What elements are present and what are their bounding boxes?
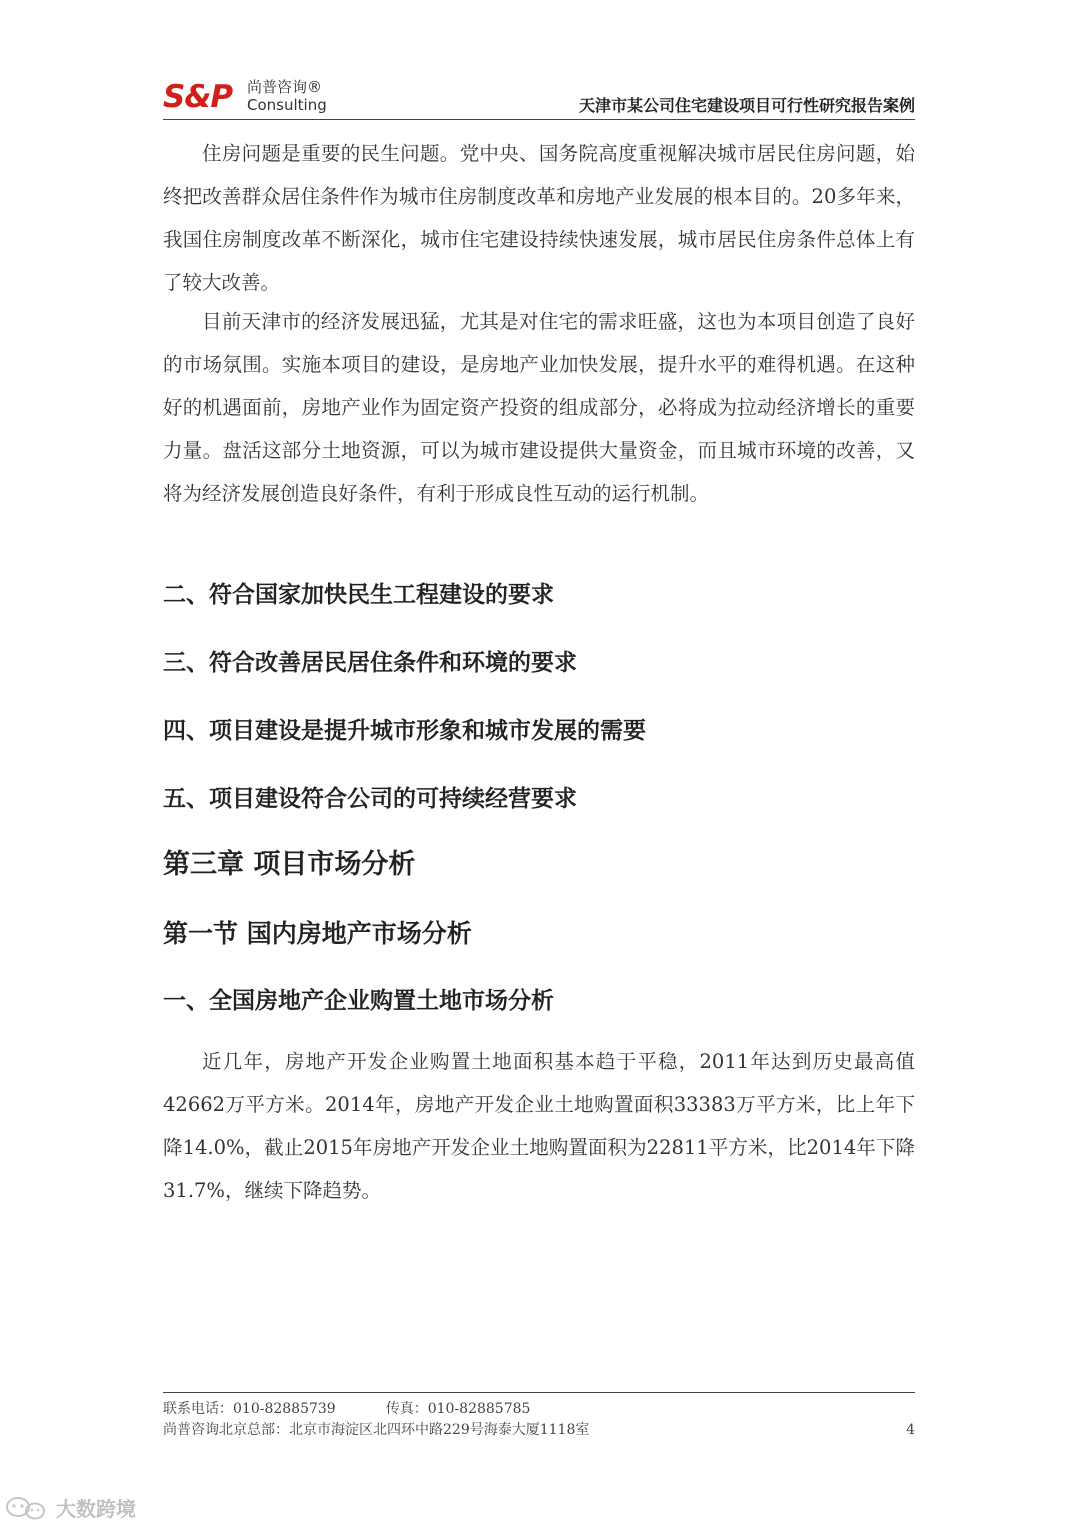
paragraph-land-purchase: 近几年，房地产开发企业购置土地面积基本趋于平稳，2011年达到历史最高值42662万平方米。2014年，房地产开发企业土地购置面积33383万平方米，比上年下降14.0%，截止2015年房地产开发企业土地购置面积为22811平方米，比2014年下降31.7%，继续下降趋势。 (163, 1050, 915, 1202)
subsection-title: 一、全国房地产企业购置土地市场分析 (163, 988, 554, 1014)
sp-consulting-logo (163, 74, 333, 118)
footer-divider (163, 1392, 915, 1393)
document-title: 天津市某公司住宅建设项目可行性研究报告案例 (578, 96, 915, 115)
logo-mark: S&P (163, 79, 233, 115)
chapter-title: 第三章 项目市场分析 (163, 849, 416, 880)
section-title: 第一节 国内房地产市场分析 (163, 919, 472, 948)
footer-phone: 联系电话：010-82885739 (163, 1401, 336, 1417)
footer-contact (163, 1400, 915, 1418)
paragraph-housing-policy: 住房问题是重要的民生问题。党中央、国务院高度重视解决城市居民住房问题，始终把改善群众居住条件作为城市住房制度改革和房地产业发展的根本目的。20多年来，我国住房制度改革不断深化，城市住宅建设持续快速发展，城市居民住房条件总体上有了较大改善。 (163, 142, 915, 294)
logo-chinese-name: 尚普咨询® (247, 78, 323, 96)
heading-section-2: 二、符合国家加快民生工程建设的要求 (163, 582, 554, 608)
heading-section-4: 四、项目建设是提升城市形象和城市发展的需要 (163, 718, 646, 744)
heading-section-5: 五、项目建设符合公司的可持续经营要求 (163, 786, 577, 812)
header-divider (163, 119, 915, 120)
footer-address: 尚普咨询北京总部：北京市海淀区北四环中路229号海泰大厦1118室 (163, 1422, 590, 1438)
page-header (163, 68, 915, 118)
heading-section-3: 三、符合改善居民居住条件和环境的要求 (163, 650, 577, 676)
logo-english-name: Consulting (247, 96, 327, 114)
paragraph-tianjin-market: 目前天津市的经济发展迅猛，尤其是对住宅的需求旺盛，这也为本项目创造了良好的市场氛围。实施本项目的建设，是房地产业加快发展，提升水平的难得机遇。在这种好的机遇面前，房地产业作为固定资产投资的组成部分，必将成为拉动经济增长的重要力量。盘活这部分土地资源，可以为城市建设提供大量资金，而且城市环境的改善，又将为经济发展创造良好条件，有利于形成良性互动的运行机制。 (163, 310, 915, 505)
footer-fax: 传真：010-82885785 (385, 1401, 531, 1417)
wechat-logo-icon (4, 1496, 52, 1522)
watermark-text: 大数跨境 (56, 1497, 136, 1521)
page-number: 4 (906, 1422, 915, 1438)
